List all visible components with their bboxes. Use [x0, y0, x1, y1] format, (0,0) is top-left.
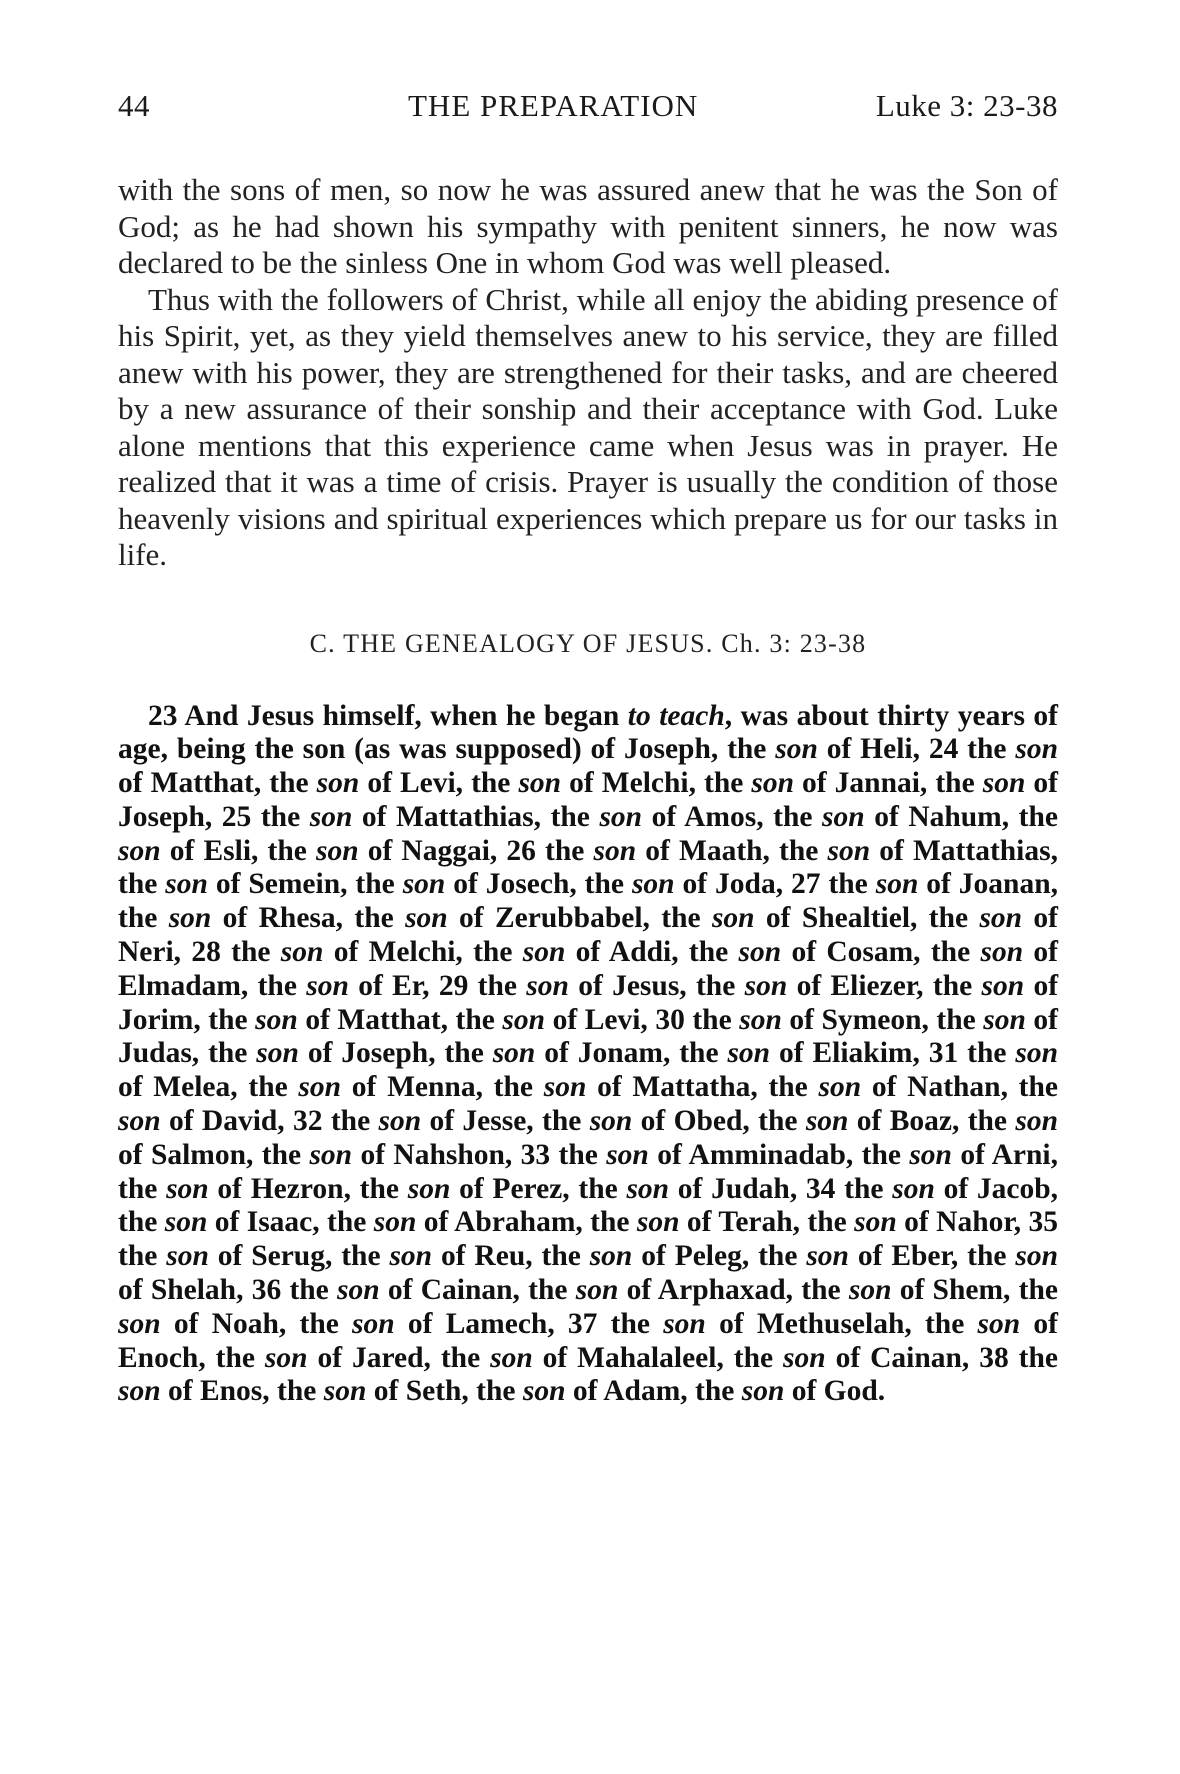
- italic-supplied-word: son: [892, 1172, 935, 1205]
- italic-supplied-word: son: [315, 834, 359, 867]
- section-heading: C. THE GENEALOGY OF JESUS. Ch. 3: 23-38: [309, 628, 867, 658]
- italic-supplied-word: son: [575, 1274, 619, 1307]
- italic-supplied-word: son: [323, 1375, 367, 1408]
- italic-supplied-word: son: [309, 800, 353, 833]
- italic-supplied-word: son: [492, 1037, 536, 1070]
- italic-supplied-word: son: [352, 1307, 395, 1340]
- italic-supplied-word: son: [589, 1105, 633, 1138]
- scripture-passage: [118, 700, 1058, 1410]
- italic-supplied-word: son: [405, 902, 448, 935]
- italic-supplied-word: son: [744, 969, 788, 1002]
- italic-supplied-word: son: [977, 1307, 1021, 1340]
- italic-supplied-word: son: [264, 1341, 308, 1374]
- italic-supplied-word: son: [522, 1375, 566, 1408]
- italic-supplied-word: son: [118, 1307, 161, 1340]
- italic-supplied-word: son: [626, 1172, 670, 1205]
- italic-supplied-word: son: [407, 1172, 451, 1205]
- italic-supplied-word: son: [875, 868, 919, 901]
- italic-supplied-word: son: [168, 902, 212, 935]
- page-number: 44: [118, 88, 150, 123]
- italic-supplied-word: son: [827, 834, 871, 867]
- italic-supplied-word: son: [983, 1003, 1026, 1036]
- italic-supplied-word: son: [822, 800, 865, 833]
- running-reference: Luke 3: 23-38: [875, 88, 1058, 123]
- italic-supplied-word: son: [738, 936, 782, 969]
- italic-supplied-word: son: [663, 1307, 706, 1340]
- commentary: [118, 172, 1058, 574]
- italic-supplied-word: son: [526, 969, 569, 1002]
- italic-supplied-word: son: [280, 936, 324, 969]
- italic-supplied-word: son: [727, 1037, 771, 1070]
- italic-supplied-word: son: [711, 902, 755, 935]
- italic-supplied-word: son: [166, 1172, 209, 1205]
- italic-supplied-word: son: [518, 767, 562, 800]
- scripture-text: 23 And Jesus himself, when he began to teach, was about thirty years of age, being the son (as was supposed) of Joseph, the son of Heli, 24 the son of Matthat, the son of Levi, the son of Melchi, the son of Jannai, the son of Joseph, 25 the son of Mattathias, the son of Amos, the son of Nahum, the son of Esli, the son of Naggai, 26 the son of Maath, the son of Mattathias, the son of Semein, the son of Josech, the son of Joda, 27 the son of Joanan, the son of Rhesa, the son of Zerubbabel, the son of Shealtiel, the son of Neri, 28 the son of Melchi, the son of Addi, the son of Cosam, the son of Elmadam, the son of Er, 29 the son of Jesus, the son of Eliezer, the son of Jorim, the son of Matthat, the son of Levi, 30 the son of Symeon, the son of Judas, the son of Joseph, the son of Jonam, the son of Eliakim, 31 the son of Melea, the son of Menna, the son of Mattatha, the son of Nathan, the son of David, 32 the son of Jesse, the son of Obed, the son of Boaz, the son of Salmon, the son of Nahshon, 33 the son of Amminadab, the son of Arni, the son of Hezron, the son of Perez, the son of Judah, 34 the son of Jacob, the son of Isaac, the son of Abraham, the son of Terah, the son of Nahor, 35 the son of Serug, the son of Reu, the son of Peleg, the son of Eber, the son of Shelah, 36 the son of Cainan, the son of Arphaxad, the son of Shem, the son of Noah, the son of Lamech, 37 the son of Methuselah, the son of Enoch, the son of Jared, the son of Mahalaleel, the son of Cainan, 38 the son of Enos, the son of Seth, the son of Adam, the son of God.: [118, 699, 1059, 1408]
- italic-supplied-word: son: [848, 1274, 892, 1307]
- italic-supplied-word: son: [741, 1375, 785, 1408]
- running-title: THE PREPARATION: [408, 88, 699, 123]
- italic-supplied-word: son: [783, 1341, 826, 1374]
- italic-supplied-word: son: [636, 1206, 680, 1239]
- italic-supplied-word: son: [739, 1003, 782, 1036]
- commentary-paragraph: Thus with the followers of Christ, while all enjoy the abiding presence of his Spirit, yet, as they yield themselves anew to his service, they are filled anew with his power, they are strengthened for their tasks, and are cheered by a new assurance of their sonship and their acceptance with God. Luke alone mentions that this experience came when Jesus was in prayer. He realized that it was a time of crisis. Prayer is usually the condition of those heavenly visions and spiritual experiences which prepare us for our tasks in life.: [118, 281, 1058, 572]
- italic-supplied-word: son: [389, 1240, 433, 1273]
- italic-supplied-word: son: [751, 767, 795, 800]
- italic-supplied-word: son: [1015, 733, 1058, 766]
- italic-supplied-word: son: [256, 1037, 299, 1070]
- italic-supplied-word: son: [255, 1003, 298, 1036]
- italic-supplied-word: son: [854, 1206, 897, 1239]
- italic-supplied-word: son: [806, 1240, 849, 1273]
- italic-supplied-word: son: [606, 1138, 649, 1171]
- italic-supplied-word: son: [118, 1105, 161, 1138]
- italic-supplied-word: son: [166, 1240, 209, 1273]
- italic-supplied-word: son: [337, 1274, 380, 1307]
- italic-supplied-word: son: [982, 767, 1026, 800]
- italic-supplied-word: son: [502, 1003, 546, 1036]
- italic-supplied-word: son: [118, 834, 161, 867]
- italic-supplied-word: son: [373, 1206, 417, 1239]
- italic-supplied-word: son: [775, 733, 818, 766]
- italic-supplied-word: son: [522, 936, 566, 969]
- page: [118, 86, 1058, 1409]
- italic-supplied-word: son: [1015, 1240, 1058, 1273]
- italic-supplied-word: son: [631, 868, 675, 901]
- commentary-paragraph: with the sons of men, so now he was assured anew that he was the Son of God; as he had shown his sympathy with penitent sinners, he now was declared to be the sinless One in whom God was well pleased.: [118, 172, 1058, 280]
- italic-supplied-word: son: [981, 969, 1025, 1002]
- italic-supplied-word: son: [818, 1071, 862, 1104]
- italic-supplied-word: son: [298, 1071, 342, 1104]
- italic-supplied-word: son: [378, 1105, 422, 1138]
- italic-supplied-word: son: [309, 1138, 353, 1171]
- italic-supplied-word: son: [593, 834, 637, 867]
- italic-supplied-word: son: [589, 1240, 633, 1273]
- italic-supplied-word: son: [490, 1341, 533, 1374]
- running-head: [118, 86, 1058, 126]
- italic-supplied-word: son: [599, 800, 643, 833]
- italic-supplied-word: son: [316, 767, 360, 800]
- italic-supplied-word: son: [402, 868, 446, 901]
- italic-supplied-word: son: [306, 969, 349, 1002]
- italic-supplied-word: son: [118, 1375, 161, 1408]
- italic-supplied-word: son: [1015, 1037, 1058, 1070]
- italic-supplied-word: son: [1015, 1105, 1058, 1138]
- italic-supplied-word: son: [909, 1138, 952, 1171]
- italic-supplied-word: son: [165, 868, 208, 901]
- italic-supplied-word: to teach: [627, 699, 725, 732]
- italic-supplied-word: son: [805, 1105, 849, 1138]
- italic-supplied-word: son: [543, 1071, 587, 1104]
- italic-supplied-word: son: [164, 1206, 208, 1239]
- italic-supplied-word: son: [979, 902, 1023, 935]
- italic-supplied-word: son: [980, 936, 1024, 969]
